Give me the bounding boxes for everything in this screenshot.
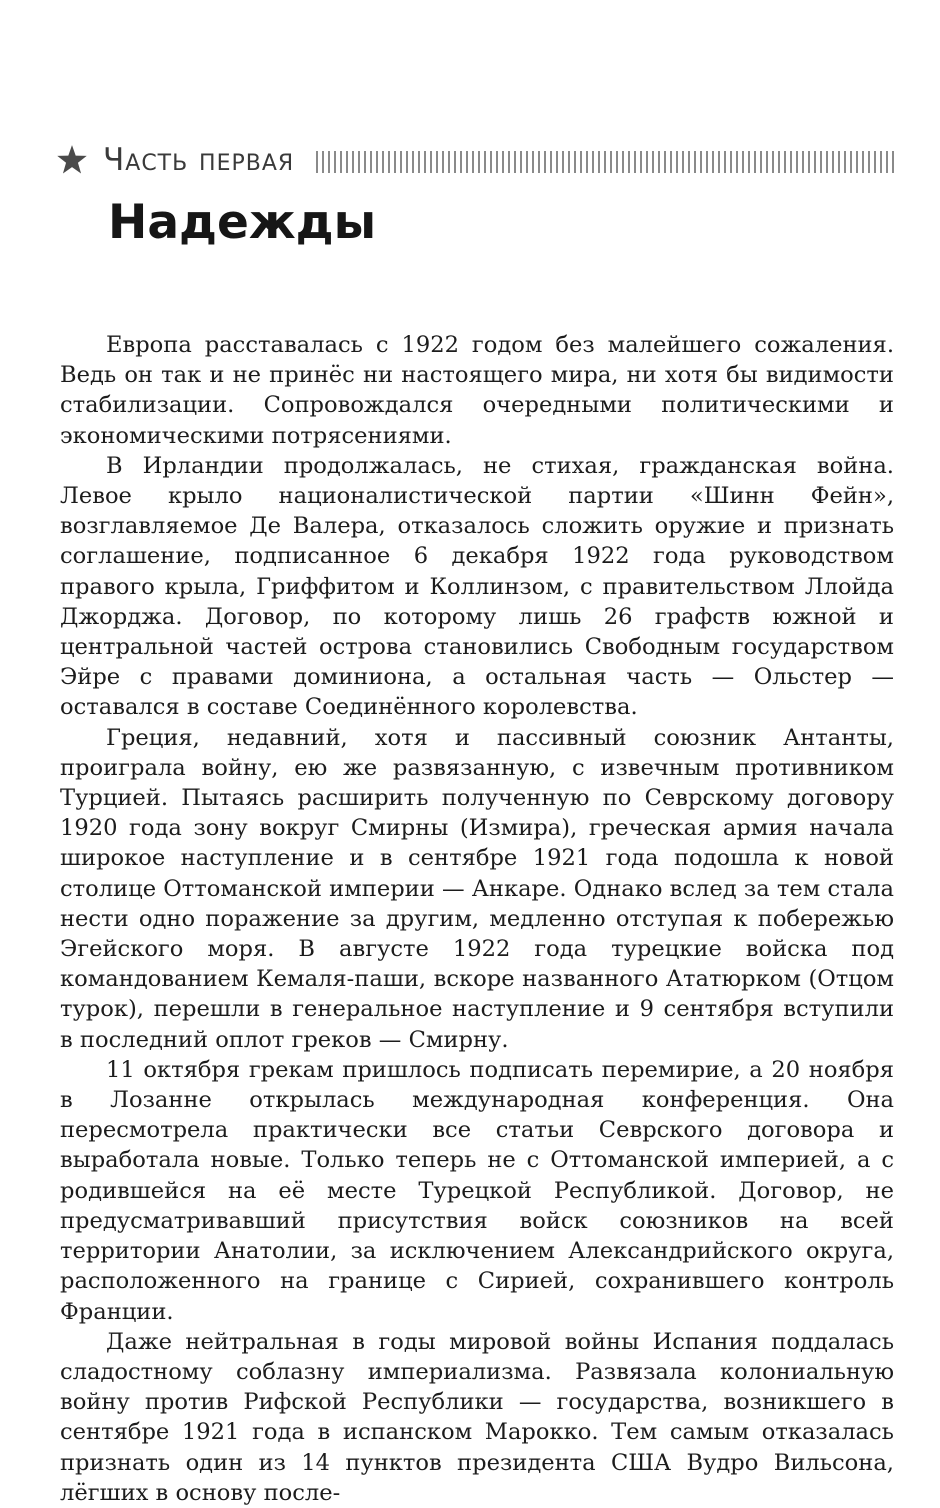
chapter-title: Надежды (108, 195, 377, 250)
decorative-hatch-rule (316, 151, 895, 173)
paragraph: Европа расставалась с 1922 годом без малейшего сожаления. Ведь он так и не принёс ни настоящего мира, ни хотя бы видимости стабилизации. Сопровождался очередными политическими и экономическими потрясениями. (60, 332, 894, 449)
part-label: Часть первая (103, 142, 295, 178)
paragraph: 11 октября грекам пришлось подписать перемирие, а 20 ноября в Лозанне открылась международная конференция. Она пересмотрела практически все статьи Севрского договора и выработала новые. Только теперь не с Оттоманской империей, а с родившейся на её месте Турецкой Республикой. Договор, не предусматривавший присутствия войск союзников на всей территории Анатолии, за исключением Александрийского округа, расположенного на границе с Сирией, сохранившего контроль Франции. (60, 1056, 894, 1325)
body-text (60, 330, 894, 1508)
paragraph: В Ирландии продолжалась, не стихая, гражданская война. Левое крыло националистической партии «Шинн Фейн», возглавляемое Де Валера, отказалось сложить оружие и признать соглашение, подписанное 6 декабря 1922 года руководством правого крыла, Гриффитом и Коллинзом, с правительством Ллойда Джорджа. Договор, по которому лишь 26 графств южной и центральной частей острова становились Свободным государством Эйре с правами доминиона, а остальная часть — Ольстер — оставался в составе Соединённого королевства. (60, 452, 894, 721)
star-icon (55, 143, 89, 177)
paragraph: Греция, недавний, хотя и пассивный союзник Антанты, проиграла войну, ею же развязанную, с извечным противником Турцией. Пытаясь расширить полученную по Севрскому договору 1920 года зону вокруг Смирны (Измира), греческая армия начала широкое наступление и в сентябре 1921 года подошла к новой столице Оттоманской империи — Анкаре. Однако вслед за тем стала нести одно поражение за другим, медленно отступая к побережью Эгейского моря. В августе 1922 года турецкие войска под командованием Кемаля-паши, вскоре названного Ататюрком (Отцом турок), перешли в генеральное наступление и 9 сентября вступили в последний оплот греков — Смирну. (60, 724, 894, 1053)
paragraph: Даже нейтральная в годы мировой войны Испания поддалась сладостному соблазну империализма. Развязала колониальную войну против Рифской Республики — государства, возникшего в сентябре 1921 года в испанском Марокко. Тем самым отказалась признать один из 14 пунктов президента США Вудро Вильсона, лёгших в основу после- (60, 1328, 894, 1506)
part-header (55, 138, 895, 182)
